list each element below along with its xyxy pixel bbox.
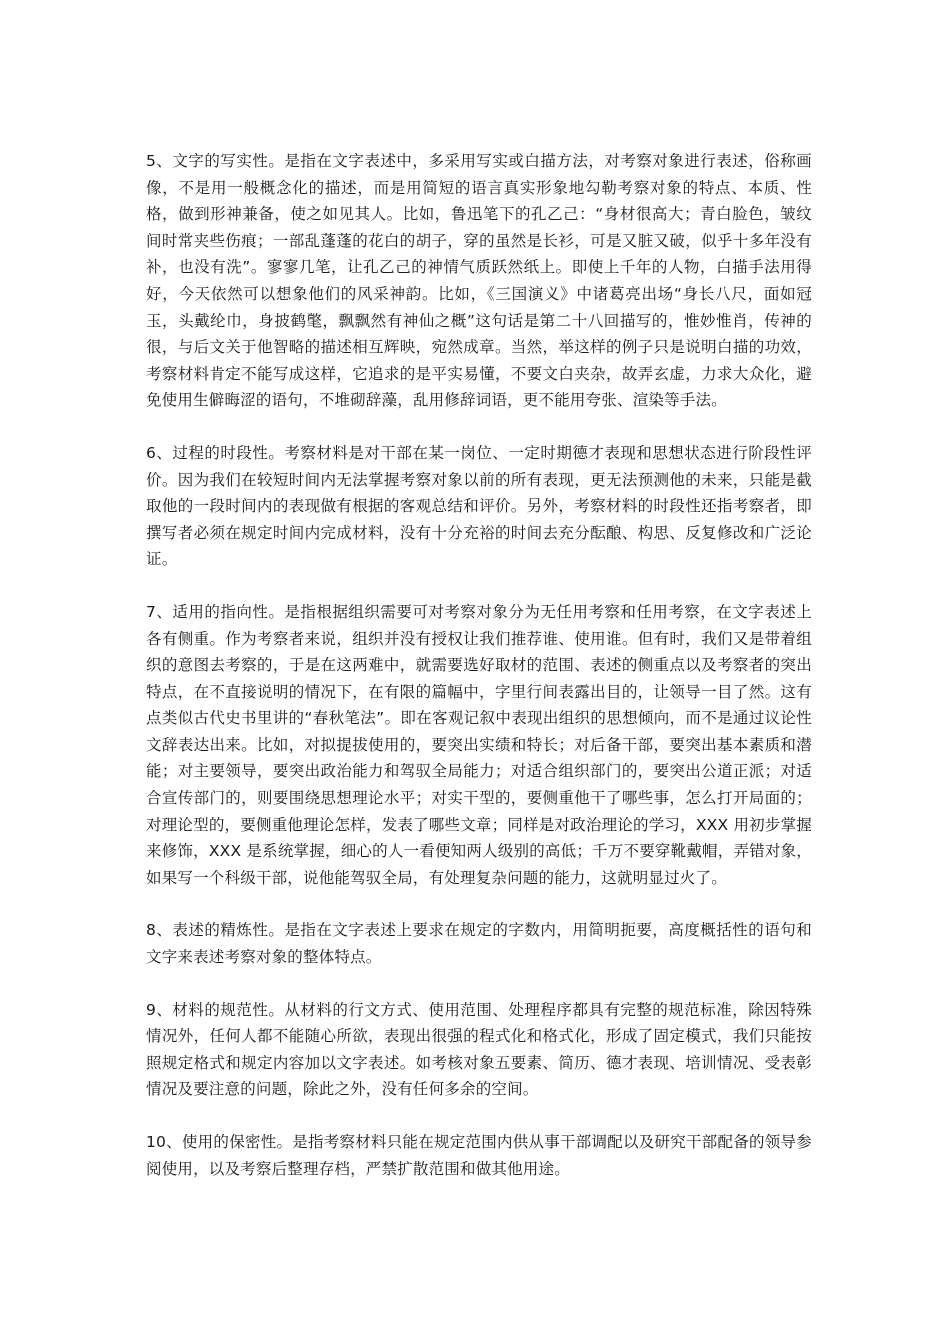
document-body [146,148,812,1208]
paragraph-9: 9、材料的规范性。从材料的行文方式、使用范围、处理程序都具有完整的规范标准，除因特殊情况外，任何人都不能随心所欲，表现出很强的程式化和格式化，形成了固定模式，我们只能按照规定格式和规定内容加以文字表述。如考核对象五要素、简历、德才表现、培训情况、受表彰情况及要注意的问题，除此之外，没有任何多余的空间。 [146,1000,812,1099]
paragraph-8: 8、表述的精炼性。是指在文字表述上要求在规定的字数内，用简明扼要，高度概括性的语句和文字来表述考察对象的整体特点。 [146,921,812,967]
paragraph-5: 5、文字的写实性。是指在文字表述中，多采用写实或白描方法，对考察对象进行表述，俗称画像，不是用一般概念化的描述，而是用简短的语言真实形象地勾勒考察对象的特点、本质、性格，做到形神兼备，使之如见其人。比如，鲁迅笔下的孔乙己：“身材很高大；青白脸色，皱纹间时常夹些伤痕；一部乱蓬蓬的花白的胡子，穿的虽然是长衫，可是又脏又破，似乎十多年没有补，也没有洗”。寥寥几笔，让孔乙己的神情气质跃然纸上。即使上千年的人物，白描手法用得好，今天依然可以想象他们的风采神韵。比如，《三国演义》中诸葛亮出场“身长八尺，面如冠玉，头戴纶巾，身披鹤氅，飘飘然有神仙之概”这句话是第二十八回描写的，惟妙惟肖，传神的很，与后文关于他智略的描述相互辉映，宛然成章。当然，举这样的例子只是说明白描的功效，考察材料肯定不能写成这样，它追求的是平实易懂，不要文白夹杂，故弄玄虚，力求大众化，避免使用生僻晦涩的语句，不堆砌辞藻，乱用修辞词语，更不能用夸张、渲染等手法。 [146,152,812,410]
paragraph-10: 10、使用的保密性。是指考察材料只能在规定范围内供从事干部调配以及研究干部配备的领导参阅使用，以及考察后整理存档，严禁扩散范围和做其他用途。 [146,1133,812,1178]
paragraph-6: 6、过程的时段性。考察材料是对干部在某一岗位、一定时期德才表现和思想状态进行阶段性评价。因为我们在较短时间内无法掌握考察对象以前的所有表现，更无法预测他的未来，只能是截取他的一段时间内的表现做有根据的客观总结和评价。另外，考察材料的时段性还指考察者，即撰写者必须在规定时间内完成材料，没有十分充裕的时间去充分酝酿、构思、反复修改和广泛论证。 [146,443,812,569]
paragraph-7: 7、适用的指向性。是指根据组织需要可对考察对象分为无任用考察和任用考察，在文字表述上各有侧重。作为考察者来说，组织并没有授权让我们推荐谁、使用谁。但有时，我们又是带着组织的意图去考察的，于是在这两难中，就需要选好取材的范围、表述的侧重点以及考察者的突出特点，在不直接说明的情况下，在有限的篇幅中，字里行间表露出目的，让领导一目了然。这有点类似古代史书里讲的“春秋笔法”。即在客观记叙中表现出组织的思想倾向，而不是通过议论性文辞表达出来。比如，对拟提拔使用的，要突出实绩和特长；对后备干部，要突出基本素质和潜能；对主要领导，要突出政治能力和驾驭全局能力；对适合组织部门的，要突出公道正派；对适合宣传部门的，则要围绕思想理论水平；对实干型的，要侧重他干了哪些事，怎么打开局面的；对理论型的，要侧重他理论怎样，发表了哪些文章；同样是对政治理论的学习，XXX 用初步掌握来修饰，XXX 是系统掌握，细心的人一看便知两人级别的高低；千万不要穿靴戴帽，弄错对象，如果写一个科级干部，说他能驾驭全局，有处理复杂问题的能力，这就明显过火了。 [146,602,812,887]
